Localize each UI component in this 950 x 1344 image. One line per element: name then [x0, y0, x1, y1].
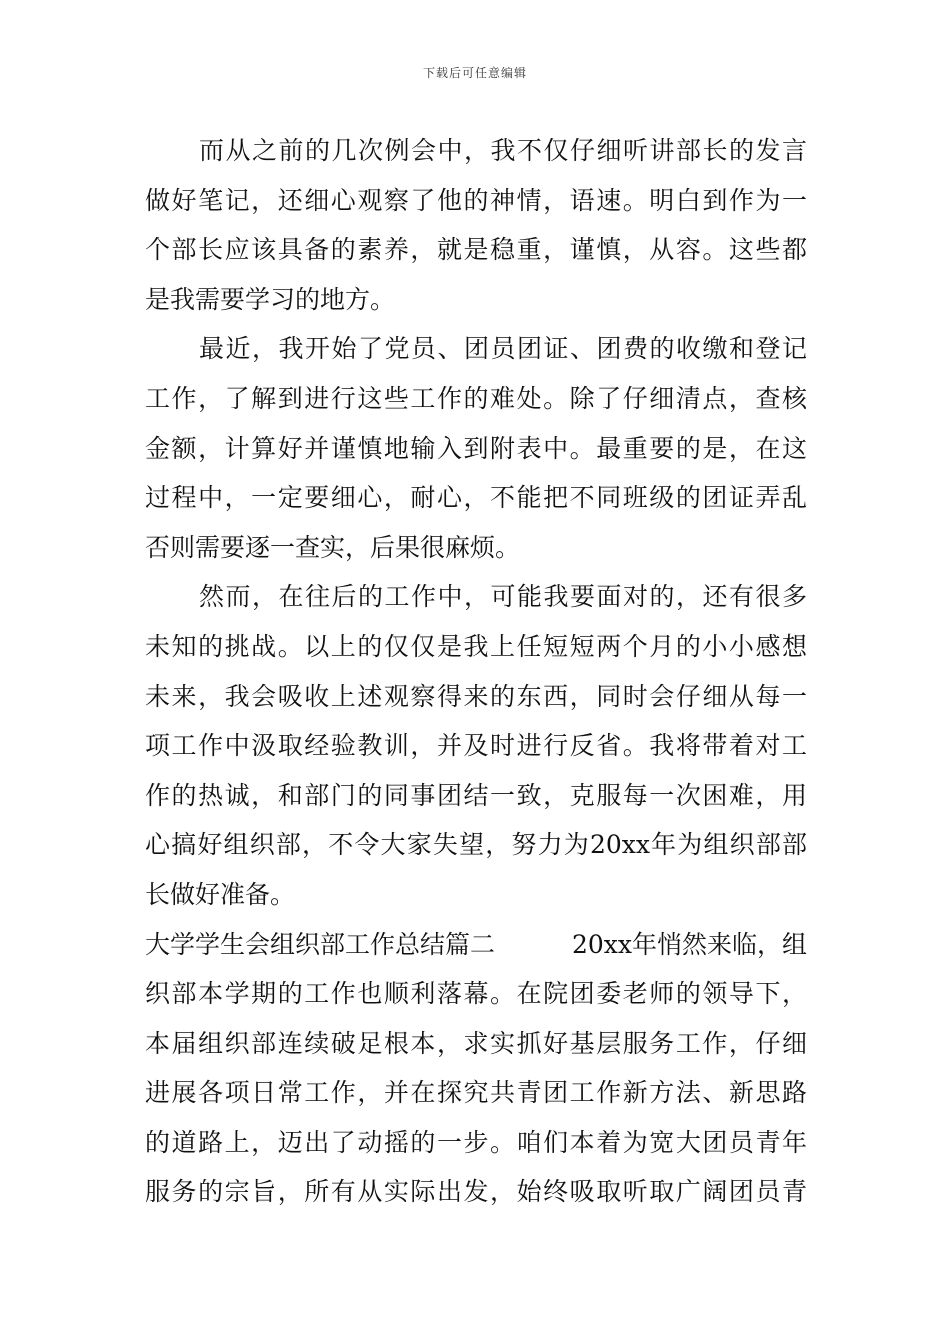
- page-header: 下载后可任意编辑: [422, 66, 527, 80]
- paragraph-line: 本届组织部连续破足根本，求实抓好基层服务工作，仔细: [145, 1028, 807, 1058]
- document-body: [145, 126, 807, 1217]
- paragraph-line: 否则需要逐一查实，后果很麻烦。: [145, 532, 521, 562]
- paragraph-line: 工作，了解到进行这些工作的难处。除了仔细清点，查核: [145, 383, 807, 413]
- paragraph-3: [145, 572, 807, 919]
- paragraph-line: 织部本学期的工作也顺利落幕。在院团委老师的领导下，: [145, 979, 807, 1009]
- section-title-continuation: 20xx年悄然来临，组: [571, 929, 807, 959]
- paragraph-line: 心搞好组织部，不令大家失望，努力为20xx年为组织部部: [145, 830, 807, 860]
- paragraph-1: [145, 126, 807, 324]
- paragraph-line: 未知的挑战。以上的仅仅是我上任短短两个月的小小感想: [145, 631, 807, 661]
- paragraph-2: [145, 324, 807, 572]
- section-title: 大学学生会组织部工作总结篇二: [145, 929, 496, 959]
- paragraph-line: 是我需要学习的地方。: [145, 284, 396, 314]
- paragraph-line: 项工作中汲取经验教训，并及时进行反省。我将带着对工: [145, 731, 807, 761]
- paragraph-line: 作的热诚，和部门的同事团结一致，克服每一次困难，用: [145, 780, 807, 810]
- paragraph-line: 然而，在往后的工作中，可能我要面对的，还有很多: [199, 582, 807, 612]
- paragraph-line: 进展各项日常工作，并在探究共青团工作新方法、新思路: [145, 1078, 807, 1108]
- paragraph-line: 最近，我开始了党员、团员团证、团费的收缴和登记: [199, 334, 807, 364]
- section-title-line: [145, 920, 807, 970]
- paragraph-line: 长做好准备。: [145, 879, 296, 909]
- paragraph-line: 而从之前的几次例会中，我不仅仔细听讲部长的发言: [199, 136, 807, 165]
- paragraph-line: 的道路上，迈出了动摇的一步。咱们本着为宽大团员青年: [145, 1127, 807, 1157]
- paragraph-line: 做好笔记，还细心观察了他的神情，语速。明白到作为一: [145, 185, 807, 215]
- paragraph-line: 过程中，一定要细心，耐心，不能把不同班级的团证弄乱: [145, 483, 807, 513]
- paragraph-line: 金额，计算好并谨慎地输入到附表中。最重要的是，在这: [145, 433, 807, 463]
- paragraph-line: 个部长应该具备的素养，就是稳重，谨慎，从容。这些都: [145, 235, 807, 265]
- section-2: [145, 920, 807, 1218]
- paragraph-line: 未来，我会吸收上述观察得来的东西，同时会仔细从每一: [145, 681, 807, 711]
- paragraph-line: 服务的宗旨，所有从实际出发，始终吸取听取广阔团员青: [145, 1177, 807, 1207]
